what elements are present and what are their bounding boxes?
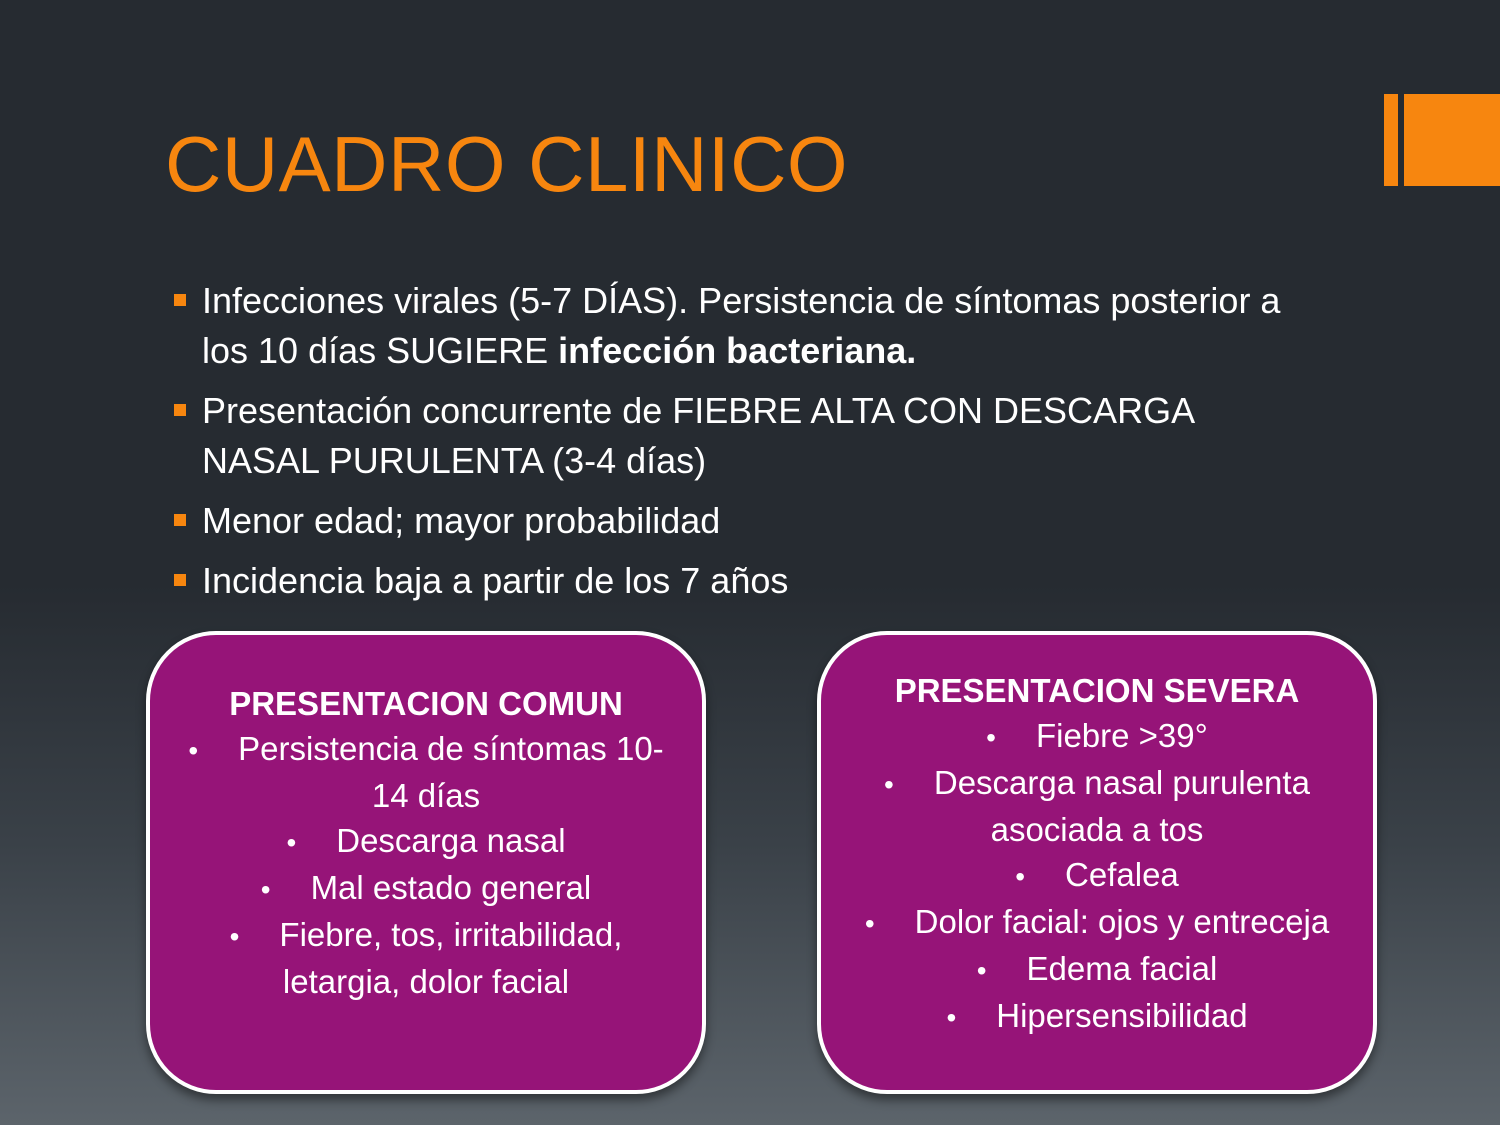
list-item [186, 865, 666, 912]
dot-bullet-icon: • [946, 1001, 957, 1033]
list-item [857, 993, 1337, 1040]
severe-presentation-box [817, 631, 1377, 1094]
bullet-text: Infecciones virales (5-7 DÍAS). Persistencia de síntomas posterior a los 10 días SUGIERE [202, 280, 1281, 371]
severe-presentation-list [857, 713, 1337, 1040]
list-item [186, 726, 666, 818]
bullet-text: Menor edad; mayor probabilidad [202, 500, 721, 541]
bullet-item [172, 276, 1292, 376]
bullet-text: Incidencia baja a partir de los 7 años [202, 560, 789, 601]
list-item-text: Fiebre >39° [1035, 716, 1208, 754]
bullet-text: Presentación concurrente de FIEBRE ALTA CON DESCARGA NASAL PURULENTA (3-4 días) [202, 390, 1194, 481]
list-item-text: Hipersensibilidad [996, 996, 1248, 1034]
orange-square-bullet-icon [174, 404, 186, 416]
dot-bullet-icon: • [1015, 860, 1026, 892]
list-item [186, 818, 666, 865]
bullet-bold-text: infección bacteriana. [558, 330, 917, 371]
list-item-text: Descarga nasal purulenta asociada a tos [933, 763, 1310, 848]
orange-square-bullet-icon [174, 514, 186, 526]
slide-title: CUADRO CLINICO [165, 120, 849, 208]
dot-bullet-icon: • [976, 954, 987, 986]
decorative-orange-block [1404, 94, 1500, 186]
list-item-text: Persistencia de síntomas 10-14 días [238, 730, 664, 814]
severe-presentation-heading: PRESENTACION SEVERA [894, 671, 1300, 709]
list-item [186, 912, 666, 1004]
orange-square-bullet-icon [174, 294, 186, 306]
dot-bullet-icon: • [188, 735, 199, 766]
list-item-text: Dolor facial: ojos y entreceja [914, 902, 1330, 940]
dot-bullet-icon: • [884, 768, 894, 800]
dot-bullet-icon: • [229, 921, 240, 952]
orange-square-bullet-icon [174, 574, 186, 586]
common-presentation-list [186, 726, 666, 1004]
list-item [857, 899, 1337, 946]
list-item [857, 760, 1337, 852]
dot-bullet-icon: • [986, 721, 996, 753]
bullet-item [172, 556, 1292, 606]
list-item-text: Cefalea [1065, 855, 1179, 893]
bullet-item [172, 496, 1292, 546]
common-presentation-box [146, 631, 706, 1094]
common-presentation-heading: PRESENTACION COMUN [229, 685, 623, 722]
bullet-item [172, 386, 1292, 486]
decorative-orange-bar [1384, 94, 1398, 186]
dot-bullet-icon: • [864, 907, 875, 939]
dot-bullet-icon: • [260, 874, 271, 905]
list-item-text: Mal estado general [310, 869, 592, 906]
dot-bullet-icon: • [286, 827, 297, 858]
bullet-list [172, 276, 1292, 616]
list-item [857, 852, 1337, 899]
list-item-text: Fiebre, tos, irritabilidad, letargia, dolor facial [279, 916, 623, 1000]
list-item [857, 713, 1337, 760]
list-item-text: Edema facial [1026, 949, 1218, 987]
list-item-text: Descarga nasal [336, 822, 566, 859]
list-item [857, 946, 1337, 993]
